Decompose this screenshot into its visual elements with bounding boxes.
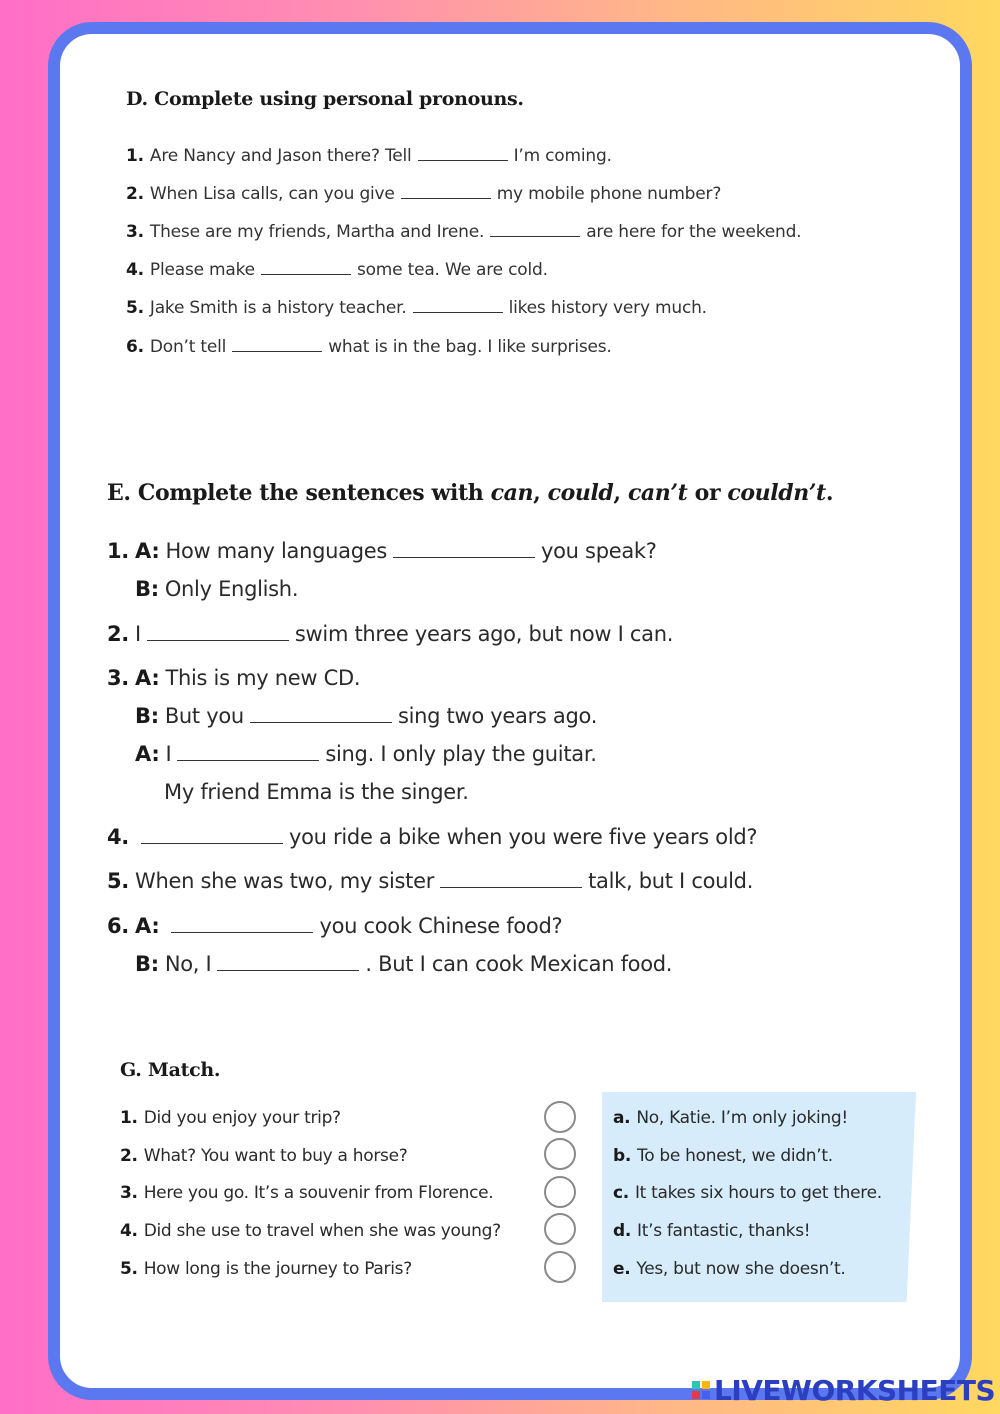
e-item-number: 1. [107,539,129,563]
g-answer-a [613,1108,848,1128]
blank-input[interactable] [250,721,392,723]
e-line-3c [135,742,597,766]
section-g-title: G. Match. [120,1059,221,1081]
g-answer-c [613,1183,882,1203]
g-answer-text: No, Katie. I’m only joking! [636,1108,848,1128]
g-question-text: Did she use to travel when she was young? [143,1221,501,1241]
g-question-number: 1. [120,1108,138,1128]
match-circle-4[interactable] [544,1213,576,1245]
d-item-6 [126,337,612,357]
title-sep: or [687,480,728,506]
blank-input[interactable] [401,197,491,199]
section-e-title [107,480,833,506]
g-question-text: What? You want to buy a horse? [143,1146,408,1166]
d-item-number: 6. [126,337,144,357]
e-text-after: swim three years ago, but now I can. [294,622,674,646]
d-item-number: 2. [126,184,144,204]
blank-input[interactable] [418,159,508,161]
g-question-number: 5. [120,1259,138,1279]
g-answer-e [613,1259,846,1279]
title-word-can: can [490,480,534,506]
blank-input[interactable] [177,759,319,761]
d-item-3 [126,222,801,242]
d-item-text-before: When Lisa calls, can you give [149,184,395,204]
match-circle-3[interactable] [544,1176,576,1208]
blank-input[interactable] [171,931,313,933]
g-question-text: Here you go. It’s a souvenir from Florence. [143,1183,494,1203]
title-word-cant: can’t [627,480,688,506]
blank-input[interactable] [217,969,359,971]
e-item-number: 6. [107,914,129,938]
e-text-before: But you [164,704,244,728]
e-text-before: I [165,742,172,766]
e-text-after: you cook Chinese food? [319,914,563,938]
speaker-label: B: [135,952,159,976]
g-answer-letter: c. [613,1183,629,1203]
logo-text: LIVEWORKSHEETS [714,1373,996,1407]
d-item-text-before: Are Nancy and Jason there? Tell [149,146,412,166]
g-answer-d [613,1221,810,1241]
e-line-3 [107,666,360,690]
e-text: Only English. [164,577,299,601]
e-text-after: you ride a bike when you were five years old? [289,825,758,849]
e-line-3d [164,780,469,804]
d-item-number: 3. [126,222,144,242]
d-item-text-before: Don’t tell [149,337,227,357]
blank-input[interactable] [413,311,503,313]
e-line-6 [107,914,562,938]
g-answer-letter: b. [613,1146,632,1166]
title-end: . [825,480,834,506]
g-question-2 [120,1146,407,1166]
title-word-could: could [547,480,614,506]
g-question-5 [120,1259,412,1279]
e-line-2 [107,622,673,646]
e-item-number: 4. [107,825,129,849]
e-text-after: . But I can cook Mexican food. [365,952,673,976]
d-item-text-after: likes history very much. [508,298,707,318]
e-text: This is my new CD. [165,666,361,690]
e-line-4 [107,825,757,849]
title-sep: , [613,480,628,506]
d-item-1 [126,146,612,166]
title-sep: , [533,480,548,506]
e-line-3b [135,704,597,728]
blank-input[interactable] [490,235,580,237]
e-text-after: sing. I only play the guitar. [325,742,597,766]
logo-square-icon [692,1391,700,1399]
d-item-4 [126,260,548,280]
g-question-3 [120,1183,493,1203]
e-text: My friend Emma is the singer. [164,780,469,804]
logo-square-icon [702,1381,710,1389]
e-text-before: I [135,622,141,646]
d-item-text-after: my mobile phone number? [496,184,722,204]
g-answer-text: It’s fantastic, thanks! [637,1221,811,1241]
section-d-title: D. Complete using personal pronouns. [126,88,524,110]
match-circle-5[interactable] [544,1251,576,1283]
e-line-5 [107,869,753,893]
logo-square-icon [702,1391,710,1399]
g-question-number: 4. [120,1221,138,1241]
g-question-1 [120,1108,341,1128]
d-item-text-after: are here for the weekend. [586,222,802,242]
g-question-number: 3. [120,1183,138,1203]
blank-input[interactable] [141,842,283,844]
e-line-6b [135,952,672,976]
e-line-1 [107,539,657,563]
e-text-before: No, I [164,952,212,976]
d-item-text-after: some tea. We are cold. [356,260,548,280]
match-circle-1[interactable] [544,1101,576,1133]
e-text-before: When she was two, my sister [135,869,435,893]
e-text-after: sing two years ago. [397,704,598,728]
g-question-text: How long is the journey to Paris? [143,1259,412,1279]
blank-input[interactable] [393,556,535,558]
blank-input[interactable] [147,639,289,641]
blank-input[interactable] [440,886,582,888]
d-item-text-before: Please make [149,260,255,280]
e-line-1b [135,577,298,601]
logo-square-icon [692,1381,700,1389]
speaker-label: A: [135,742,160,766]
g-answer-b [613,1146,833,1166]
speaker-label: A: [135,914,160,938]
logo-mark-icon [692,1381,710,1399]
d-item-text-after: I’m coming. [513,146,612,166]
e-item-number: 3. [107,666,129,690]
d-item-text-after: what is in the bag. I like surprises. [328,337,612,357]
e-item-number: 2. [107,622,129,646]
d-item-text-before: These are my friends, Martha and Irene. [149,222,485,242]
g-question-4 [120,1221,501,1241]
g-question-number: 2. [120,1146,138,1166]
e-text-before: How many languages [165,539,387,563]
speaker-label: A: [135,539,160,563]
g-answer-text: It takes six hours to get there. [634,1183,882,1203]
g-answer-letter: d. [613,1221,632,1241]
g-answer-text: Yes, but now she doesn’t. [636,1259,846,1279]
g-answer-letter: a. [613,1108,631,1128]
e-text-after: you speak? [541,539,657,563]
d-item-number: 5. [126,298,144,318]
match-circle-2[interactable] [544,1138,576,1170]
d-item-number: 1. [126,146,144,166]
blank-input[interactable] [261,273,351,275]
g-answer-letter: e. [613,1259,631,1279]
g-answer-text: To be honest, we didn’t. [637,1146,833,1166]
d-item-text-before: Jake Smith is a history teacher. [149,298,407,318]
title-text: E. Complete the sentences with [107,480,491,506]
blank-input[interactable] [232,350,322,352]
d-item-number: 4. [126,260,144,280]
d-item-2 [126,184,721,204]
e-text-after: talk, but I could. [588,869,754,893]
speaker-label: A: [135,666,160,690]
d-item-5 [126,298,707,318]
speaker-label: B: [135,704,159,728]
g-question-text: Did you enjoy your trip? [143,1108,341,1128]
speaker-label: B: [135,577,159,601]
e-item-number: 5. [107,869,129,893]
title-word-couldnt: couldn’t [727,480,826,506]
liveworksheets-logo [692,1372,995,1408]
